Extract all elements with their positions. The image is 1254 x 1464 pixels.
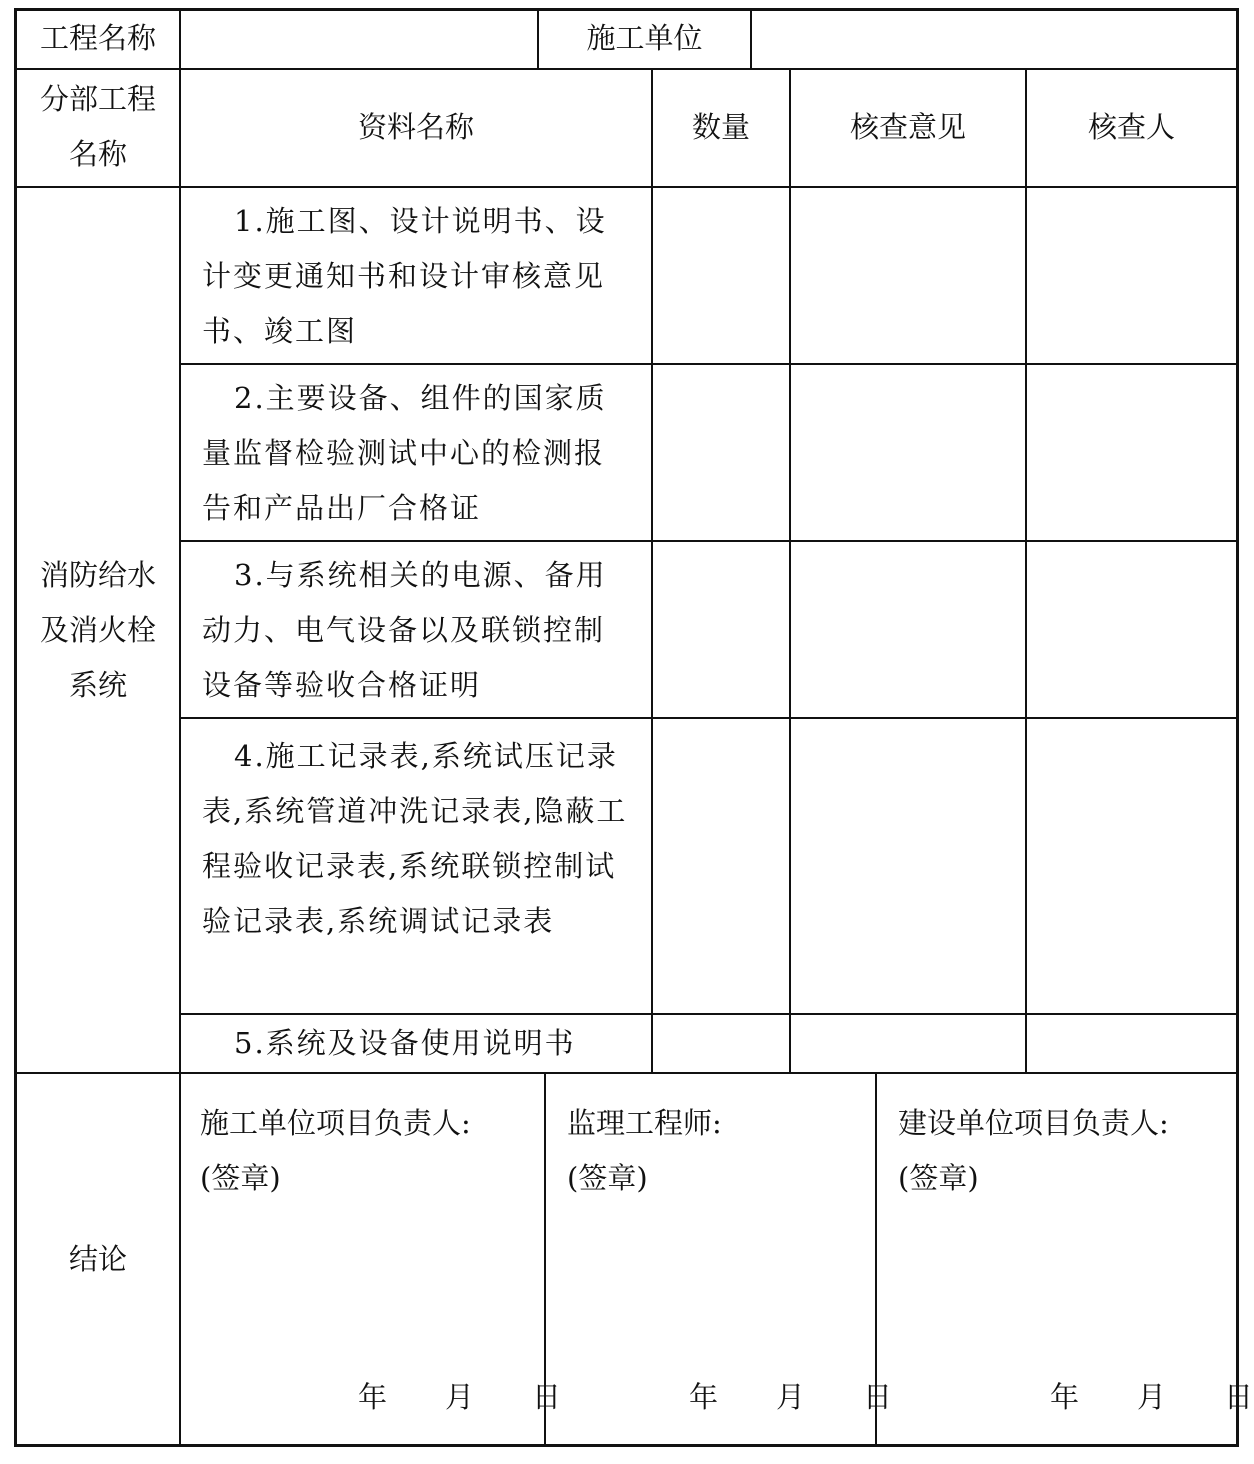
sub-project-header-line2: 名称 (68, 137, 127, 171)
quantity-header: 数量 (691, 110, 750, 144)
section-name-line3: 系统 (68, 668, 127, 702)
divider-opinion (789, 68, 791, 1073)
project-name-label: 工程名称 (39, 21, 156, 55)
divider-quantity (651, 68, 653, 1073)
doc-item-5: 5.系统及设备使用说明书 (234, 1026, 576, 1060)
contractor-date: 年 月 日 (358, 1380, 562, 1414)
doc-name-header: 资料名称 (357, 110, 474, 144)
owner-seal: (签章) (898, 1161, 979, 1195)
divider-row1-b (750, 8, 752, 69)
divider-row1 (14, 68, 1239, 70)
divider-row2 (14, 186, 1239, 188)
owner-manager-label: 建设单位项目负责人: (898, 1106, 1169, 1140)
contractor-label: 施工单位 (586, 21, 703, 55)
owner-date: 年 月 日 (1050, 1380, 1254, 1414)
doc-item-1: 1.施工图、设计说明书、设计变更通知书和设计审核意见书、竣工图 (202, 204, 607, 348)
contractor-seal: (签章) (200, 1161, 281, 1195)
section-name-line1: 消防给水 (39, 558, 156, 592)
supervisor-seal: (签章) (567, 1161, 648, 1195)
doc-item-3: 3.与系统相关的电源、备用动力、电气设备以及联锁控制设备等验收合格证明 (202, 558, 607, 702)
divider-first-col (179, 8, 181, 1447)
sub-project-header-line1: 分部工程 (39, 82, 156, 116)
divider-item1 (179, 363, 1239, 365)
border-bottom (14, 1444, 1239, 1447)
divider-item2 (179, 540, 1239, 542)
supervisor-label: 监理工程师: (567, 1106, 722, 1140)
supervisor-date: 年 月 日 (689, 1380, 893, 1414)
section-name-line2: 及消火栓 (39, 613, 156, 647)
divider-item3 (179, 717, 1239, 719)
divider-conclusion (14, 1072, 1239, 1074)
doc-item-2: 2.主要设备、组件的国家质量监督检验测试中心的检测报告和产品出厂合格证 (202, 381, 607, 525)
divider-reviewer (1025, 68, 1027, 1073)
border-right (1236, 8, 1239, 1447)
conclusion-label: 结论 (68, 1242, 127, 1276)
doc-item-4: 4.施工记录表,系统试压记录表,系统管道冲洗记录表,隐蔽工程验收记录表,系统联锁控制试验记录表,系统调试记录表 (202, 739, 628, 938)
contractor-manager-label: 施工单位项目负责人: (200, 1106, 471, 1140)
divider-item4 (179, 1013, 1239, 1015)
reviewer-header: 核查人 (1087, 110, 1175, 144)
review-opinion-header: 核查意见 (849, 110, 966, 144)
